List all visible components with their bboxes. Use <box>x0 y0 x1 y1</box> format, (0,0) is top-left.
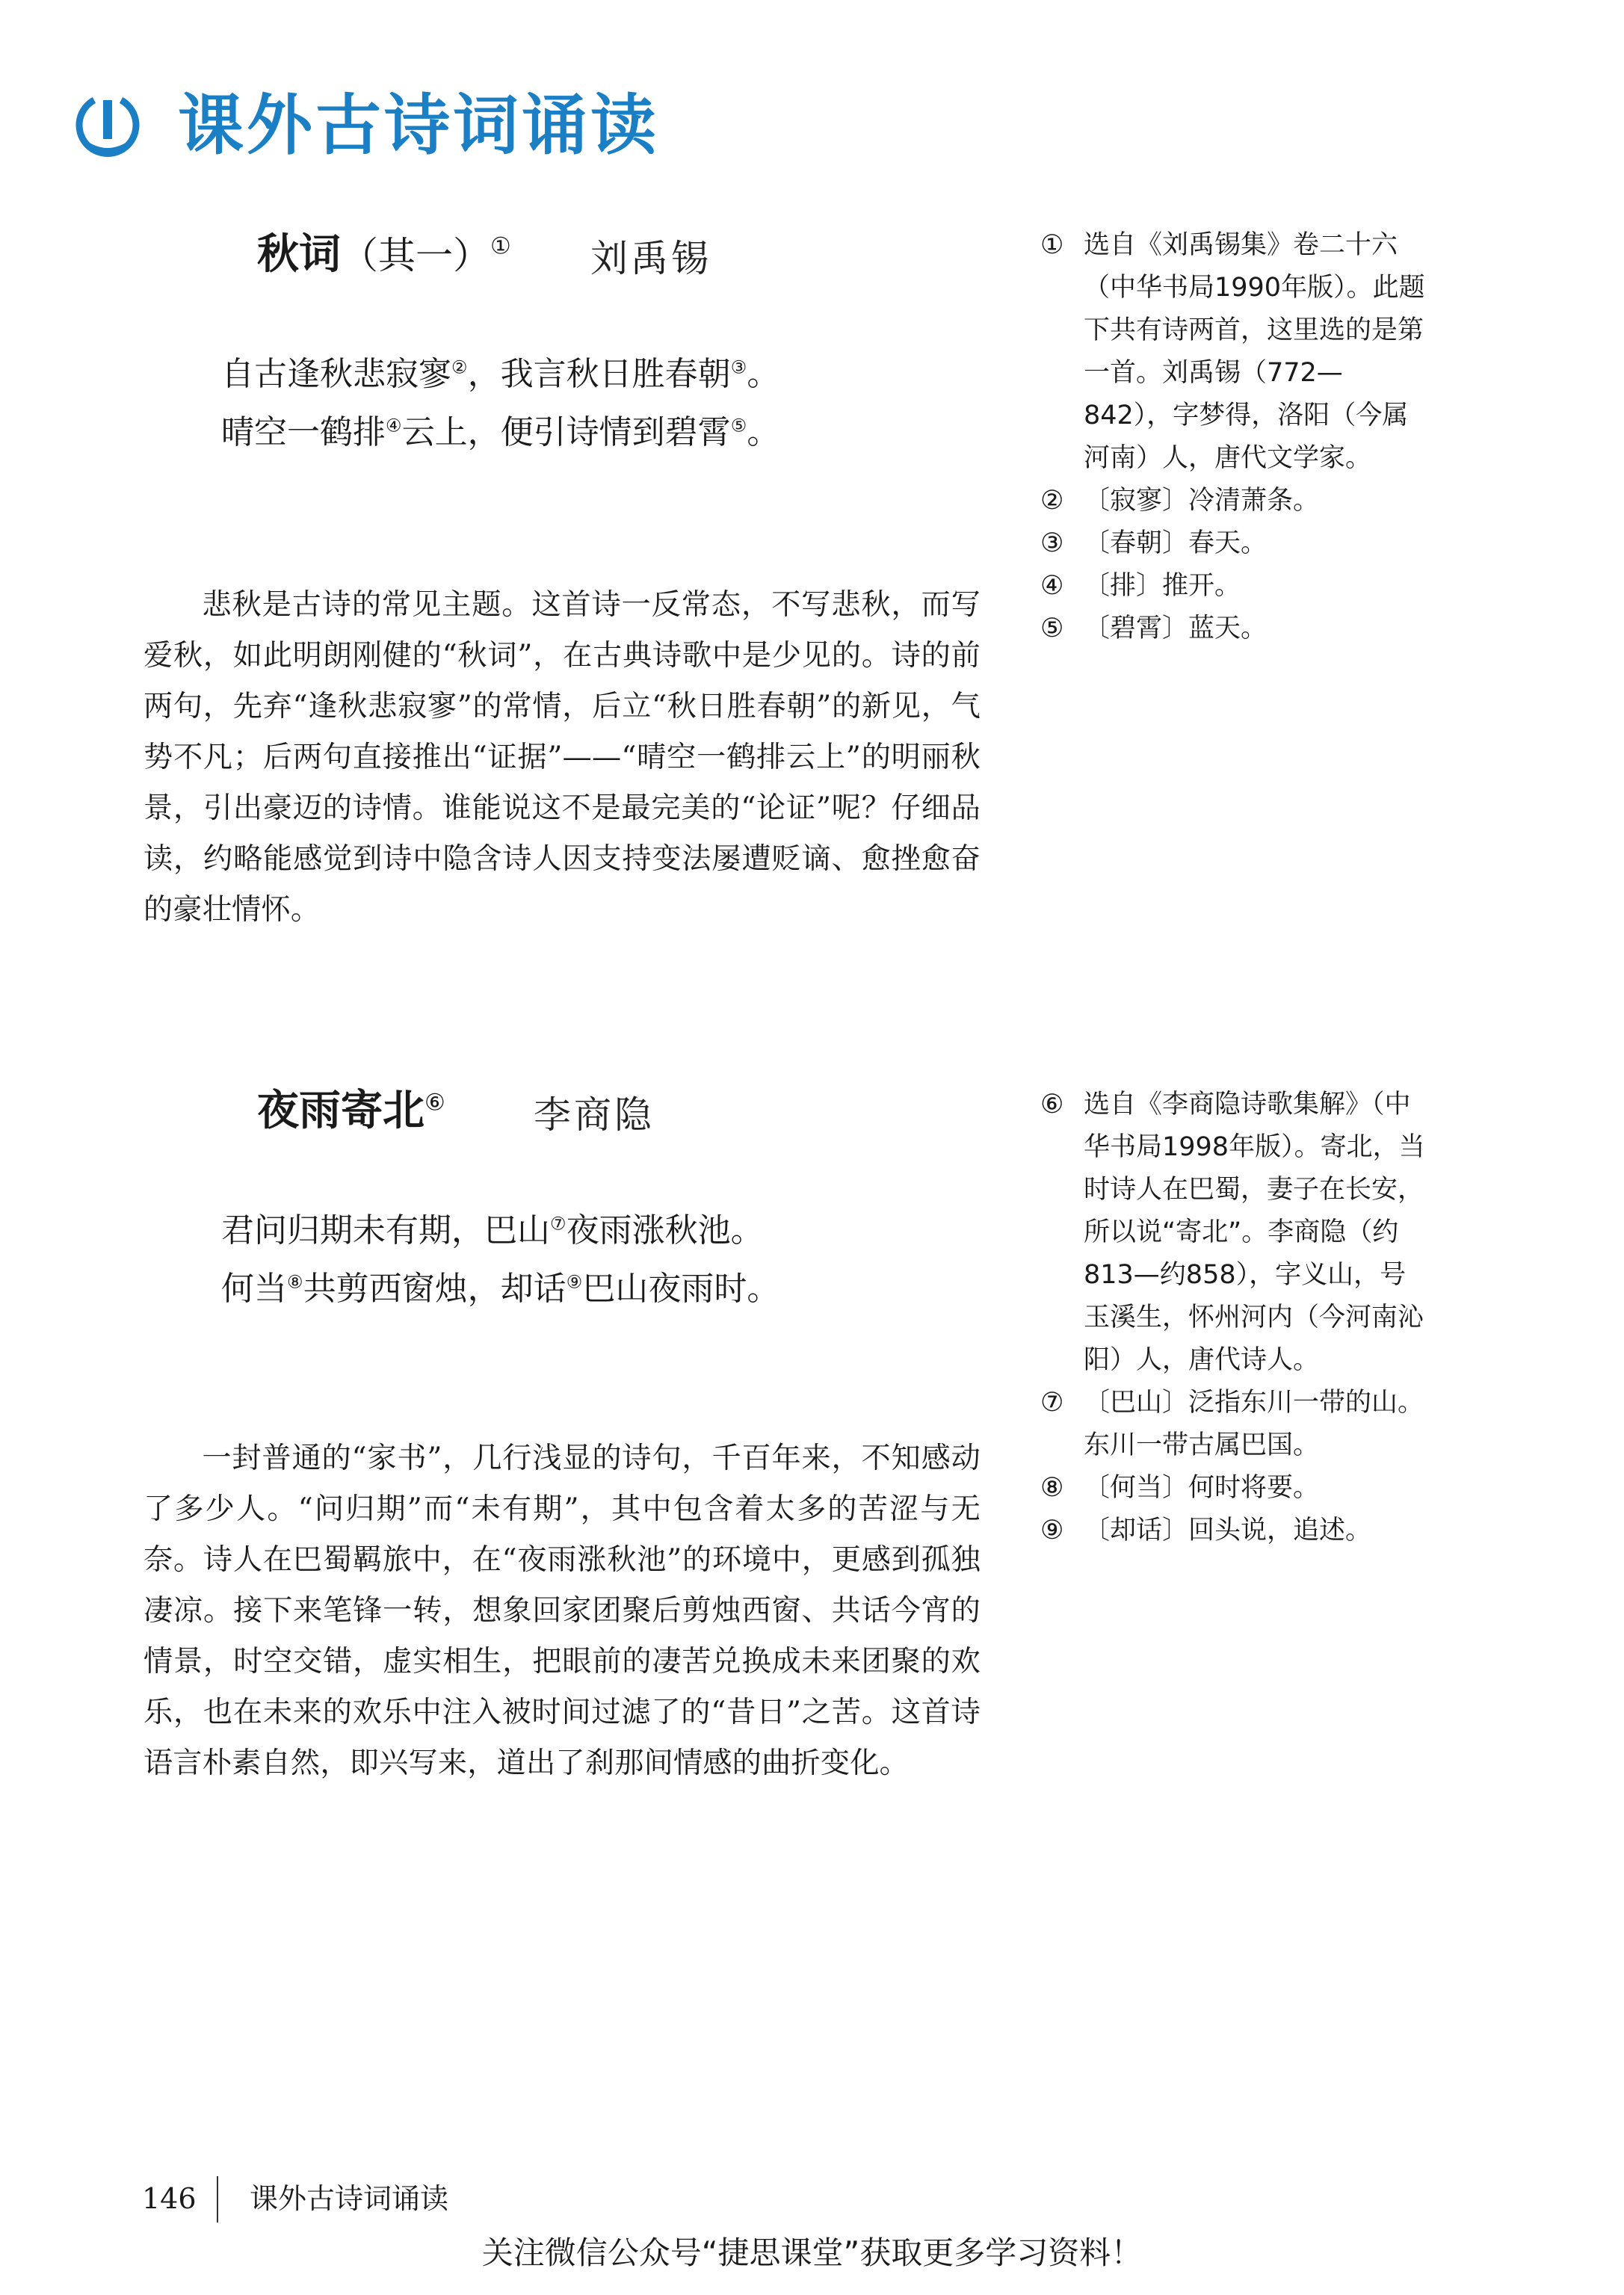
commentary-paragraph: 一封普通的“家书”，几行浅显的诗句，千百年来，不知感动了多少人。“问归期”而“未有期”，其中包含着太多的苦涩与无奈。诗人在巴蜀羁旅中，在“夜雨涨秋池”的环境中，更感到孤独凄凉。接下来笔锋一转，想象回家团聚后剪烛西窗、共话今宵的情景，时空交错，虚实相生，把眼前的凄苦兑换成未来团聚的欢乐，也在未来的欢乐中注入被时间过滤了的“昔日”之苦。这首诗语言朴素自然，即兴写来，道出了刹那间情感的曲折变化。 <box>143 1442 981 1780</box>
poem-subtitle: （其一） <box>341 234 490 277</box>
poem-author: 刘禹锡 <box>590 237 711 280</box>
line-text: 云上，便引诗情到碧霄 <box>401 413 731 451</box>
footnote-text: 〔巴山〕泛指东川一带的山。东川一带古属巴国。 <box>1084 1388 1424 1460</box>
line-text: ，我言秋日胜春朝 <box>467 355 731 393</box>
footnote-ref: ⑥ <box>424 1089 445 1116</box>
commentary-paragraph: 悲秋是古诗的常见主题。这首诗一反常态，不写悲秋，而写爱秋，如此明朗刚健的“秋词”，在古典诗歌中是少见的。诗的前两句，先弃“逢秋悲寂寥”的常情，后立“秋日胜春朝”的新见，气势不凡；后两句直接推出“证据”——“晴空一鹤排云上”的明丽秋景，引出豪迈的诗情。谁能说这不是最完美的“论证”呢？仔细品读，约略能感觉到诗中隐含诗人因支持变法屡遭贬谪、愈挫愈奋的豪壮情怀。 <box>143 588 981 927</box>
footnote <box>1040 608 1429 650</box>
footnote-text: 〔春朝〕春天。 <box>1084 528 1268 558</box>
footer-section-title: 课外古诗词诵读 <box>250 2182 449 2215</box>
footnote <box>1040 480 1429 522</box>
footnote-ref: ③ <box>730 356 747 378</box>
footnote <box>1040 224 1429 480</box>
footnote-ref: ④ <box>386 415 402 436</box>
footnote <box>1040 1510 1429 1552</box>
footnote-ref: ② <box>451 356 468 378</box>
footnote-number: ② <box>1040 486 1064 516</box>
footnote-number: ③ <box>1040 528 1064 558</box>
line-text: 。 <box>747 413 780 451</box>
footnote-ref: ⑦ <box>550 1213 566 1235</box>
footnote-text: 选自《李商隐诗歌集解》（中华书局1998年版）。寄北，当时诗人在巴蜀，妻子在长安，所以说“寄北”。李商隐（约813—约858），字义山，号玉溪生，怀州河内（今河南沁阳）人，唐代诗人。 <box>1084 1090 1425 1375</box>
footnote <box>1040 522 1429 565</box>
page-number: 146 <box>142 2182 197 2215</box>
footnote-number: ⑥ <box>1040 1090 1064 1119</box>
line-text: 。 <box>747 355 780 393</box>
footnote-text: 〔寂寥〕冷清萧条。 <box>1084 486 1320 516</box>
footnote-text: 〔排〕推开。 <box>1084 571 1241 601</box>
footnotes <box>1040 224 1429 650</box>
footnote-ref: ⑤ <box>730 415 747 436</box>
page-title: 课外古诗词诵读 <box>178 87 660 164</box>
poem-title-text: 秋词 <box>257 229 341 279</box>
line-text: 夜雨涨秋池。 <box>566 1211 764 1250</box>
line-text: 巴山夜雨时。 <box>582 1270 780 1308</box>
poem-commentary <box>143 580 981 936</box>
footnote-ref: ⑨ <box>566 1271 583 1293</box>
line-text: 自古逢秋悲寂寥 <box>221 355 451 393</box>
line-text: 共剪西窗烛，却话 <box>303 1270 566 1308</box>
poem-author: 李商隐 <box>534 1093 655 1137</box>
footer-promo: 关注微信公众号“捷思课堂”获取更多学习资料！ <box>481 2234 1143 2271</box>
footer-divider <box>217 2176 218 2223</box>
poem-body <box>221 345 779 462</box>
section-logo-icon <box>72 90 143 161</box>
footnote-text: 选自《刘禹锡集》卷二十六（中华书局1990年版）。此题下共有诗两首，这里选的是第一首。刘禹锡（772—842），字梦得，洛阳（今属河南）人，唐代文学家。 <box>1084 230 1425 473</box>
poem-line <box>221 1260 779 1318</box>
poem-line <box>221 1202 779 1260</box>
footnote-number: ⑨ <box>1040 1516 1064 1545</box>
footnote-number: ⑤ <box>1040 614 1064 643</box>
footnote <box>1040 1084 1429 1382</box>
footnote-number: ⑦ <box>1040 1388 1064 1418</box>
poem-title <box>257 1081 445 1142</box>
line-text: 君问归期未有期，巴山 <box>221 1211 550 1250</box>
line-text: 晴空一鹤排 <box>221 413 386 451</box>
footnote-number: ⑧ <box>1040 1473 1064 1503</box>
footnote-text: 〔却话〕回头说，追述。 <box>1084 1516 1372 1545</box>
footnote-ref: ① <box>490 232 511 260</box>
footnote-text: 〔何当〕何时将要。 <box>1084 1473 1320 1503</box>
footnote-number: ① <box>1040 230 1064 260</box>
poem-line <box>221 404 779 462</box>
footnote <box>1040 1467 1429 1510</box>
footnote <box>1040 1382 1429 1467</box>
footnotes <box>1040 1084 1429 1552</box>
poem-body <box>221 1202 779 1318</box>
poem-line <box>221 345 779 404</box>
line-text: 何当 <box>221 1270 287 1308</box>
poem-title-text: 夜雨寄北 <box>257 1086 424 1135</box>
footnote <box>1040 565 1429 608</box>
footnote-number: ④ <box>1040 571 1064 601</box>
poem-title <box>257 224 511 285</box>
footnote-ref: ⑧ <box>287 1271 303 1293</box>
poem-commentary <box>143 1433 981 1789</box>
footnote-text: 〔碧霄〕蓝天。 <box>1084 614 1268 643</box>
